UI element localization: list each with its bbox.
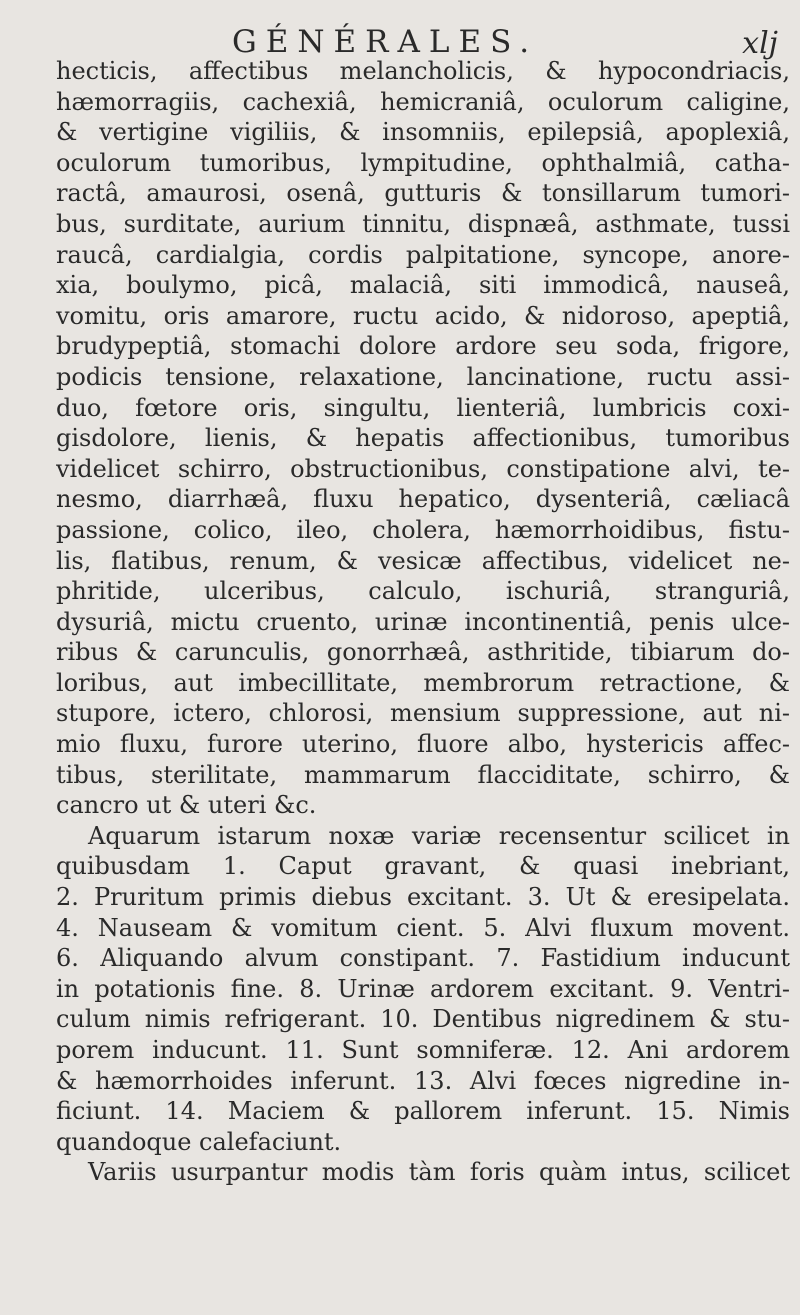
text-line: quandoque calefaciunt.: [56, 1127, 342, 1156]
text-line: passione, colico, ileo, cholera, hæmorrhoidibus, fistu-: [56, 515, 790, 544]
text-line: duo, fœtore oris, singultu, lienteriâ, lumbricis coxi-: [56, 393, 790, 422]
text-line: Variis usurpantur modis tàm foris quàm intus, scilicet: [88, 1158, 790, 1187]
text-line: oculorum tumoribus, lympitudine, ophthalmiâ, catha-: [56, 148, 790, 177]
text-line: stupore, ictero, chlorosi, mensium suppressione, aut ni-: [56, 699, 790, 728]
text-line: culum nimis refrigerant. 10. Dentibus nigredinem & stu-: [56, 1005, 790, 1034]
paragraph: [56, 1157, 790, 1188]
text-line: & hæmorrhoides inferunt. 13. Alvi fœces nigredine in-: [56, 1066, 790, 1095]
text-line: podicis tensione, relaxatione, lancinatione, ructu assi-: [56, 362, 790, 391]
text-line: vomitu, oris amarore, ructu acido, & nidoroso, apeptiâ,: [56, 301, 790, 330]
text-line: bus, surditate, aurium tinnitu, dispnæâ, asthmate, tussi: [56, 209, 790, 238]
text-line: in potationis fine. 8. Urinæ ardorem excitant. 9. Ventri-: [56, 974, 790, 1003]
running-title: GÉNÉRALES.: [232, 24, 539, 60]
paragraph: [56, 821, 790, 1158]
text-line: cancro ut & uteri &c.: [56, 791, 317, 820]
body-text: [56, 56, 790, 1188]
text-line: ribus & caruncul​is, gonorrhæâ, asthritide, tibiarum do-: [56, 638, 790, 667]
text-line: brudypeptiâ, stomachi dolore ardore seu soda, frigore,: [56, 332, 790, 361]
text-line: porem inducunt. 11. Sunt somniferæ. 12. Ani ardorem: [56, 1036, 790, 1064]
text-line: hecticis, affectibus melancholicis, & hypocondriacis,: [56, 57, 790, 85]
text-line: gisdolore, lienis, & hepatis affectionibus, tumoribus: [56, 424, 790, 453]
page-number: xlj: [742, 26, 778, 61]
text-line: quibusdam 1. Caput gravant, & quasi inebriant,: [56, 852, 790, 881]
text-line: 4. Nauseam & vomitum cient. 5. Alvi fluxum movent.: [56, 913, 790, 942]
text-line: raucâ, cardialgia, cordis palpitatione, syncope, anore-: [56, 240, 790, 269]
text-line: ficiunt. 14. Maciem & pallorem inferunt. 15. Nimis: [56, 1097, 790, 1126]
text-line: 2. Pruritum primis diebus excitant. 3. Ut & eresipelata.: [56, 883, 790, 912]
text-line: lis, flatibus, renum, & vesicæ affectibus, videlicet ne-: [56, 546, 790, 575]
text-line: ractâ, amaurosi, osenâ, gutturis & tonsillarum tumori-: [56, 179, 790, 208]
text-line: dysuriâ, mictu cruento, urinæ incontinentiâ, penis ulce-: [56, 607, 790, 636]
text-line: hæmorragiis, cachexiâ, hemicraniâ, oculorum caligine,: [56, 87, 790, 116]
text-line: videlicet schirro, obstructionibus, constipatione alvi, te-: [56, 454, 790, 483]
text-line: 6. Aliquando alvum constipant. 7. Fastidium inducunt: [56, 944, 790, 973]
text-line: phritide, ulceribus, calculo, ischuriâ, stranguriâ,: [56, 577, 790, 606]
text-line: mio fluxu, furore uterino, fluore albo, hystericis affec-: [56, 730, 790, 759]
paragraph: [56, 56, 790, 821]
text-line: nesmo, diarrhæâ, fluxu hepatico, dysenteriâ, cæliacâ: [56, 485, 790, 514]
text-line: xia, boulymo, picâ, malaciâ, siti immodicâ, nauseâ,: [56, 271, 790, 300]
text-line: tibus, sterilitate, mammarum flacciditate, schirro, &: [56, 760, 790, 789]
text-line: loribus, aut imbecillitate, membrorum retractione, &: [56, 668, 790, 697]
text-line: & vertigine vigiliis, & insomniis, epilepsiâ, apoplexiâ,: [56, 118, 790, 147]
text-line: Aquarum istarum noxæ variæ recensentur scilicet in: [88, 821, 790, 850]
